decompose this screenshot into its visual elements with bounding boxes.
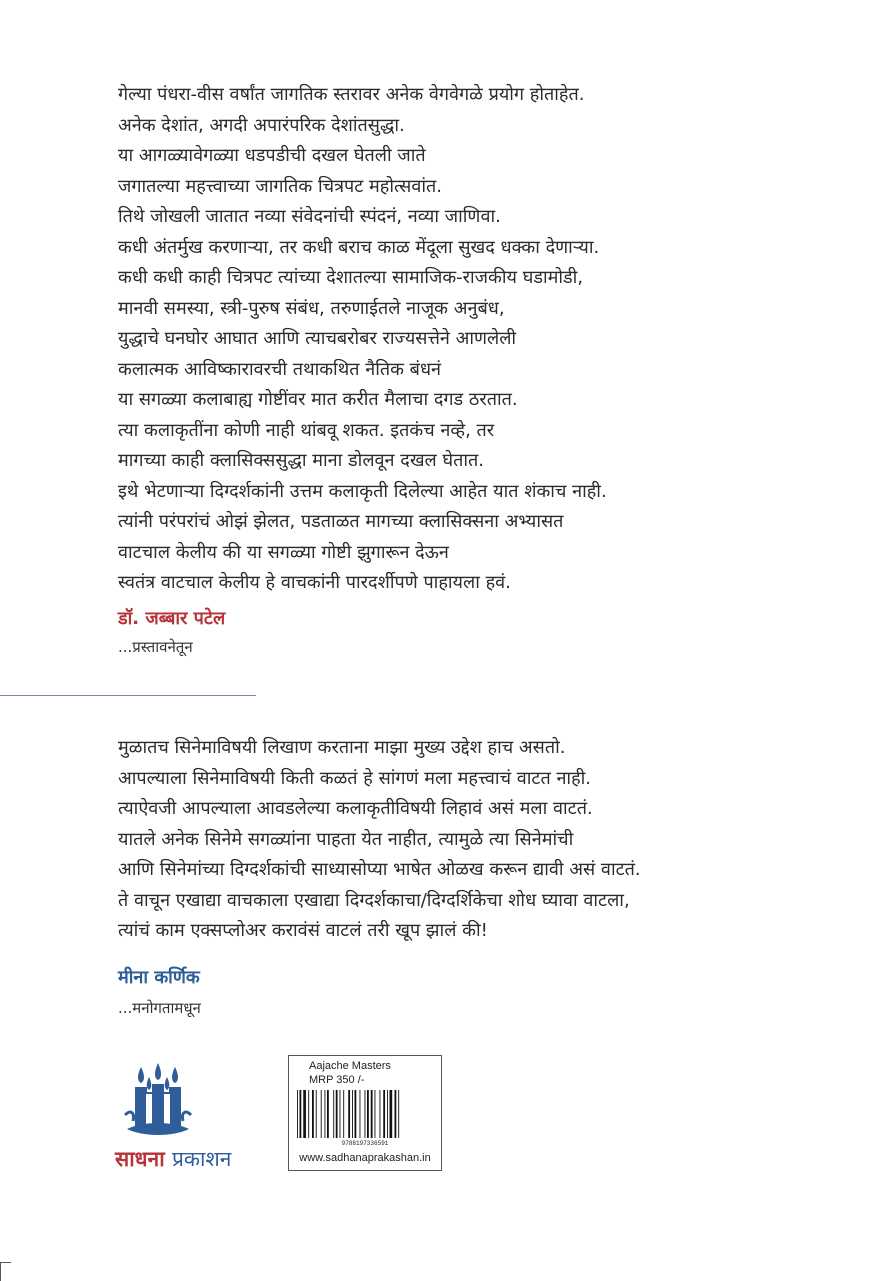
text-line: मागच्या काही क्लासिक्ससुद्धा माना डोलवून दखल घेतात. — [118, 450, 485, 471]
barcode-bar — [380, 1090, 381, 1138]
barcode-bar — [297, 1090, 298, 1138]
barcode-bar — [395, 1090, 397, 1138]
barcode-bar — [390, 1090, 393, 1138]
barcode-bar — [316, 1090, 317, 1138]
barcode-bar — [352, 1090, 353, 1138]
barcode-bar — [360, 1090, 361, 1138]
text-line: त्याऐवजी आपल्याला आवडलेल्या कलाकृतीविषयी लिहावं असं मला वाटतं. — [118, 798, 593, 819]
barcode-bar — [355, 1090, 357, 1138]
text-line: ते वाचून एखाद्या वाचकाला एखाद्या दिग्दर्शकाचा/दिग्दर्शिकेचा शोध घ्यावा वाटला, — [118, 889, 630, 911]
barcode-bar — [365, 1090, 366, 1138]
barcode-bar — [383, 1090, 385, 1138]
text-line: जगातल्या महत्त्वाच्या जागतिक चित्रपट महोत्सवांत. — [118, 175, 442, 197]
barcode-bar — [336, 1090, 338, 1138]
text-line: आणि सिनेमांच्या दिग्दर्शकांची साध्यासोप्या भाषेत ओळख करून द्यावी असं वाटतं. — [118, 859, 641, 880]
barcode-bar — [375, 1090, 376, 1138]
text-line: या आगळ्यावेगळ्या धडपडीची दखल घेतली जाते — [118, 145, 426, 166]
text-line: तिथे जोखली जातात नव्या संवेदनांची स्पंदनं, नव्या जाणिवा. — [118, 206, 501, 227]
barcode-bar — [333, 1090, 334, 1138]
barcode-bar — [312, 1090, 314, 1138]
author-name-foreword: मीना कर्णिक — [118, 967, 200, 988]
candles-icon — [123, 1063, 193, 1141]
text-line: वाटचाल केलीय की या सगळ्या गोष्टी झुगारून देऊन — [118, 541, 449, 563]
text-line: त्यांचं काम एक्सप्लोअर करावंसं वाटलं तरी खूप झालं की! — [118, 920, 488, 941]
barcode-bar — [367, 1090, 369, 1138]
isbn-number: 9788197336591 — [341, 1140, 389, 1147]
text-line: आपल्याला सिनेमाविषयी किती कळतं हे सांगणं मला महत्त्वाचं वाटत नाही. — [118, 767, 592, 789]
publisher-name-part1: साधना — [115, 1147, 165, 1171]
text-line: इथे भेटणाऱ्या दिग्दर्शकांनी उत्तम कलाकृती दिलेल्या आहेत यात शंकाच नाही. — [118, 480, 607, 502]
barcode-bar — [303, 1090, 306, 1138]
source-note-foreword: ...मनोगतामधून — [118, 999, 201, 1017]
publisher-url: www.sadhanaprakashan.in — [299, 1152, 431, 1164]
price: MRP 350 /- — [309, 1074, 365, 1086]
barcode-bar — [300, 1090, 302, 1138]
barcode-bar — [308, 1090, 309, 1138]
text-line: मानवी समस्या, स्त्री-पुरुष संबंध, तरुणाईतले नाजूक अनुबंध, — [118, 297, 505, 319]
text-line: युद्धाचे घनघोर आघात आणि त्याचबरोबर राज्यसत्तेने आणलेली — [118, 328, 517, 349]
text-line: स्वतंत्र वाटचाल केलीय हे वाचकांनी पारदर्शीपणे पाहायला हवं. — [118, 572, 511, 593]
text-line: कलात्मक आविष्कारावरची तथाकथित नैतिक बंधनं — [118, 358, 441, 380]
barcode-bar — [371, 1090, 373, 1138]
text-line: यातले अनेक सिनेमे सगळ्यांना पाहता येत नाहीत, त्यामुळे त्या सिनेमांची — [118, 828, 574, 850]
publisher-logo — [115, 1063, 275, 1183]
excerpt-foreword — [118, 733, 838, 947]
barcode-label — [288, 1055, 442, 1171]
author-name-preface: डॉ. जब्बार पटेल — [118, 608, 226, 629]
text-line: त्या कलाकृतींना कोणी नाही थांबवू शकत. इतकंच नव्हे, तर — [118, 419, 495, 441]
text-line: कधी अंतर्मुख करणाऱ्या, तर कधी बराच काळ मेंदूला सुखद धक्का देणाऱ्या. — [118, 236, 600, 258]
text-line: त्यांनी परंपरांचं ओझं झेलत, पडताळत मागच्या क्लासिक्सना अभ्यासत — [118, 511, 564, 532]
publisher-name-part2: प्रकाशन — [171, 1147, 232, 1171]
barcode-bar — [340, 1090, 341, 1138]
barcode-bar — [321, 1090, 322, 1138]
text-line: कधी कधी काही चित्रपट त्यांच्या देशातल्या सामाजिक-राजकीय घडामोडी, — [118, 267, 584, 288]
text-line: मुळातच सिनेमाविषयी लिखाण करताना माझा मुख्य उद्देश हाच असतो. — [118, 737, 566, 758]
book-title: Aajache Masters — [309, 1060, 391, 1072]
crop-mark — [0, 1262, 11, 1281]
barcode-bar — [343, 1090, 344, 1138]
excerpt-preface — [118, 80, 838, 599]
text-line: या सगळ्या कलाबाह्य गोष्टींवर मात करीत मैलाचा दगड ठरतात. — [118, 389, 518, 410]
barcode-bar — [327, 1090, 329, 1138]
text-line: अनेक देशांत, अगदी अपारंपरिक देशांतसुद्धा. — [118, 114, 405, 136]
text-line: गेल्या पंधरा-वीस वर्षांत जागतिक स्तरावर अनेक वेगवेगळे प्रयोग होताहेत. — [118, 84, 585, 105]
barcode-bars — [297, 1090, 433, 1140]
section-divider — [0, 695, 256, 696]
barcode-bar — [398, 1090, 399, 1138]
source-note-preface: ...प्रस्तावनेतून — [118, 638, 193, 656]
barcode-bar — [325, 1090, 326, 1138]
barcode-bar — [348, 1090, 350, 1138]
barcode-bar — [387, 1090, 388, 1138]
